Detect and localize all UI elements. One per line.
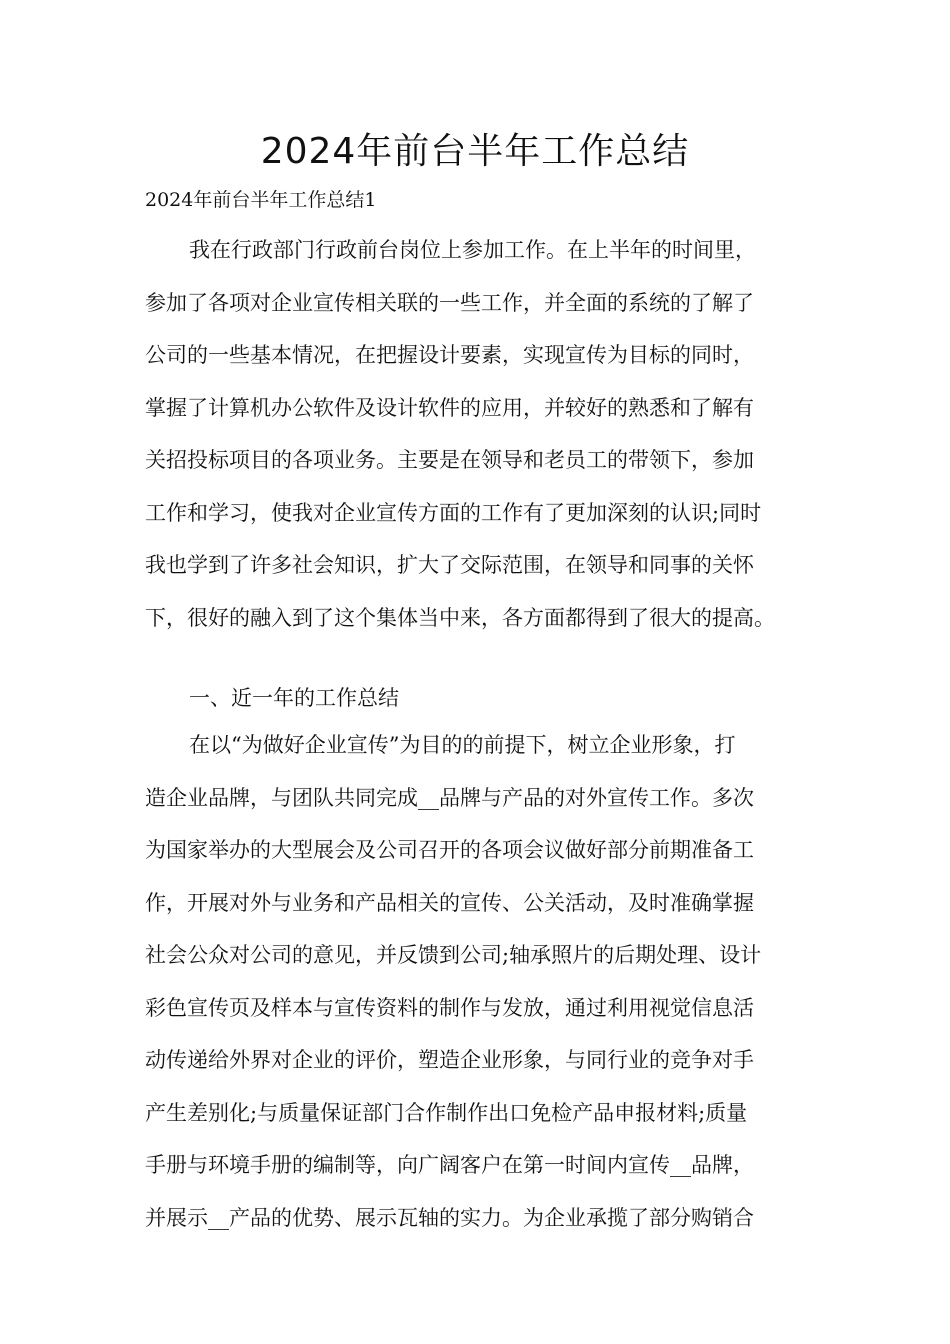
- paragraph-line: 彩色宣传页及样本与宣传资料的制作与发放，通过利用视觉信息活: [145, 995, 754, 1020]
- paragraph-work-summary: [145, 719, 815, 1244]
- document-subtitle: 2024年前台半年工作总结1: [145, 189, 377, 211]
- paragraph-line: 公司的一些基本情况，在把握设计要素，实现宣传为目标的同时，: [145, 343, 754, 367]
- paragraph-line: 动传递给外界对企业的评价，塑造企业形象，与同行业的竞争对手: [145, 1048, 754, 1072]
- paragraph-line: 参加了各项对企业宣传相关联的一些工作，并全面的系统的了解了: [145, 290, 754, 315]
- paragraph-line: 我也学到了许多社会知识，扩大了交际范围，在领导和同事的关怀: [145, 553, 754, 577]
- paragraph-line: 在以“为做好企业宣传”为目的的前提下，树立企业形象，打: [189, 733, 736, 757]
- paragraph-line: 社会公众对公司的意见，并反馈到公司;轴承照片的后期处理、设计: [145, 943, 762, 967]
- paragraph-line: 关招投标项目的各项业务。主要是在领导和老员工的带领下，参加: [145, 448, 754, 472]
- paragraph-line: 我在行政部门行政前台岗位上参加工作。在上半年的时间里，: [189, 238, 756, 262]
- document-title: 2024年前台半年工作总结: [260, 131, 690, 172]
- paragraph-line: 手册与环境手册的编制等，向广阔客户在第一时间内宣传__品牌，: [145, 1153, 754, 1177]
- paragraph-intro: [145, 224, 815, 644]
- paragraph-line: 并展示__产品的优势、展示瓦轴的实力。为企业承揽了部分购销合: [145, 1205, 754, 1230]
- paragraph-line: 掌握了计算机办公软件及设计软件的应用，并较好的熟悉和了解有: [145, 395, 754, 420]
- paragraph-line: 造企业品牌，与团队共同完成__品牌与产品的对外宣传工作。多次: [145, 785, 754, 810]
- paragraph-line: 工作和学习，使我对企业宣传方面的工作有了更加深刻的认识;同时: [145, 500, 762, 525]
- section-heading-text: 一、近一年的工作总结: [189, 686, 399, 710]
- paragraph-line: 产生差别化;与质量保证部门合作制作出口免检产品申报材料;质量: [145, 1100, 748, 1125]
- section-heading: [145, 672, 815, 725]
- paragraph-line: 下，很好的融入到了这个集体当中来，各方面都得到了很大的提高。: [145, 605, 775, 630]
- paragraph-line: 为国家举办的大型展会及公司召开的各项会议做好部分前期准备工: [145, 838, 754, 862]
- paragraph-line: 作，开展对外与业务和产品相关的宣传、公关活动，及时准确掌握: [145, 890, 754, 915]
